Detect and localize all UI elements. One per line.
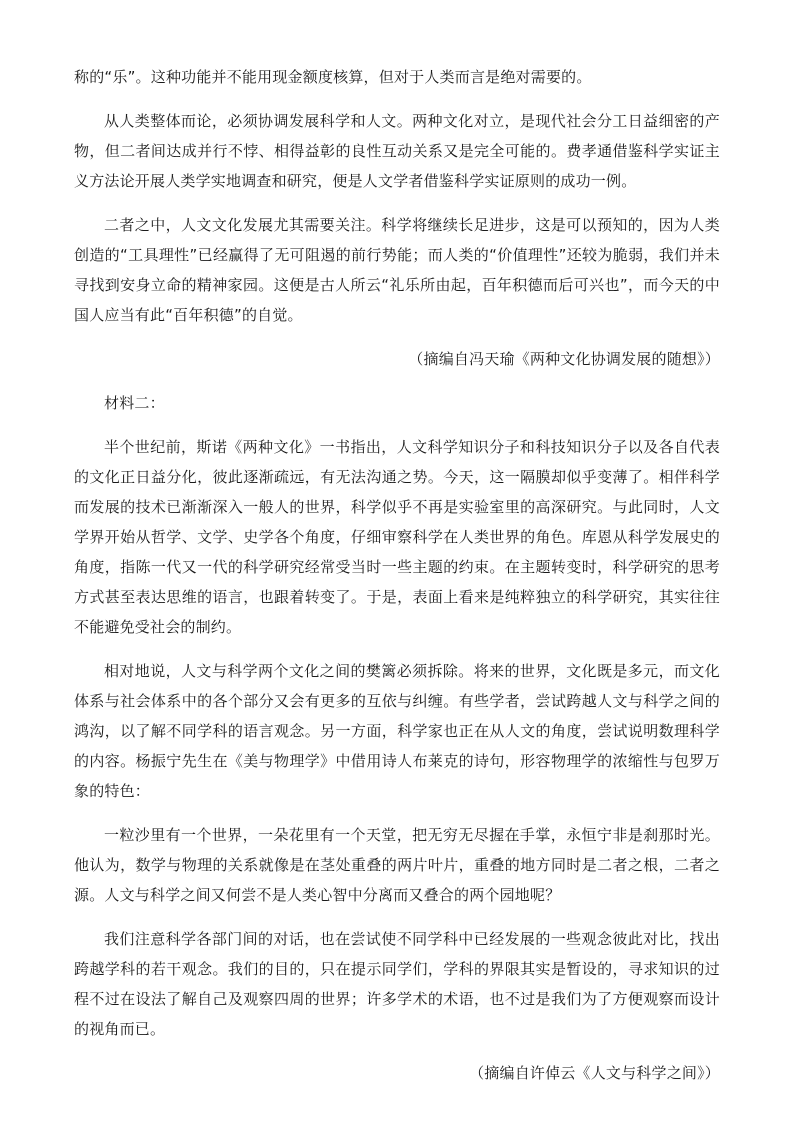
paragraph-barrier-removal: 相对地说，人文与科学两个文化之间的樊篱必须拆除。将来的世界，文化既是多元，而文化体系与社会体系中的各个部分又会有更多的互依与纠缠。有些学者，尝试跨越人文与科学之间的鸿沟，以了解不同学科的语言观念。另一方面，科学家也正在从人文的角度，尝试说明数理科学的内容。杨振宁先生在《美与物理学》中借用诗人布莱克的诗句，形容物理学的浓缩性与包罗万象的特色： — [74, 662, 720, 800]
paragraph-dialogue: 我们注意科学各部门间的对话，也在尝试使不同学科中已经发展的一些观念彼此对比，找出跨越学科的若干观念。我们的目的，只在提示同学们，学科的界限其实是暂设的，寻求知识的过程不过在设法了解自己及观察四周的世界；许多学术的术语，也不过是我们为了方便观察而设计的视角而已。 — [74, 930, 720, 1038]
paragraph-continuation: 称的“乐”。这种功能并不能用现金额度核算，但对于人类而言是绝对需要的。 — [74, 68, 592, 86]
paragraph-coordination: 从人类整体而论，必须协调发展科学和人文。两种文化对立，是现代社会分工日益细密的产物，但二者间达成并行不悖、相得益彰的良性互动关系又是完全可能的。费孝通借鉴科学实证主义方法论开展人类学实地调查和研究，便是人文学者借鉴科学实证原则的成功一例。 — [74, 112, 720, 190]
paragraph-snow-two-cultures: 半个世纪前，斯诺《两种文化》一书指出，人文科学知识分子和科技知识分子以及各自代表的文化正日益分化，彼此逐渐疏远，有无法沟通之势。今天，这一隔膜却似乎变薄了。相伴科学而发展的技术已渐渐深入一般人的世界，科学似乎不再是实验室里的高深研究。与此同时，人文学界开始从哲学、文学、史学各个角度，仔细审察科学在人类世界的角色。库恩从科学发展史的角度，指陈一代又一代的科学研究经常受当时一些主题的约束。在主题转变时，科学研究的思考方式甚至表达思维的语言，也跟着转变了。于是，表面上看来是纯粹独立的科学研究，其实往往不能避免受社会的制约。 — [74, 438, 720, 636]
source-citation-2: （摘编自许倬云《人文与科学之间》） — [469, 1064, 720, 1082]
material-two-heading: 材料二： — [104, 394, 165, 412]
paragraph-poem-quote: 一粒沙里有一个世界，一朵花里有一个天堂，把无穷无尽握在手掌，永恒宁非是刹那时光。他认为，数学与物理的关系就像是在茎处重叠的两片叶片，重叠的地方同时是二者之根，二者之源。人文与科学之间又何尝不是人类心智中分离而又叠合的两个园地呢？ — [74, 826, 720, 904]
source-citation-1: （摘编自冯天瑜《两种文化协调发展的随想》） — [408, 350, 720, 368]
paragraph-humanities-focus: 二者之中，人文文化发展尤其需要关注。科学将继续长足进步，这是可以预知的，因为人类创造的“工具理性”已经赢得了无可阻遏的前行势能；而人类的“价值理性”还较为脆弱，我们并未寻找到安身立命的精神家园。这便是古人所云“礼乐所由起，百年积德而后可兴也”，而今天的中国人应当有此“百年积德”的自觉。 — [74, 216, 720, 324]
